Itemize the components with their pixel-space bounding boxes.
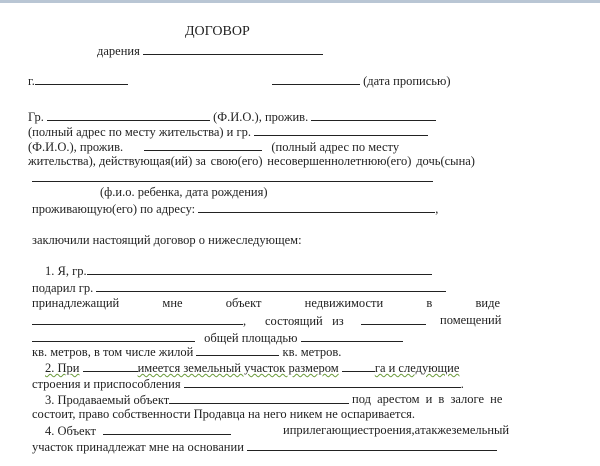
section4-line1 <box>45 423 231 437</box>
text: проживающую(его) по адресу: <box>32 202 196 216</box>
section3-line2: состоит, право собственности Продавца на него никем не оспаривается. <box>32 407 416 421</box>
blank-field[interactable] <box>143 43 323 55</box>
text: га и следующие <box>374 361 460 375</box>
text: (полный адрес по месту <box>271 140 400 154</box>
address-blank[interactable] <box>198 201 435 213</box>
section2-line2 <box>32 376 464 390</box>
text: в <box>426 296 433 310</box>
text: жительства), действующая(ий) за <box>28 154 206 168</box>
section2-line1 <box>45 360 459 374</box>
parties-line-4 <box>28 154 475 168</box>
blank-field[interactable] <box>83 360 138 372</box>
subtitle: дарения <box>97 44 140 58</box>
text: Гр. <box>28 110 44 124</box>
text: кв. метров. <box>282 345 342 359</box>
section1-line4 <box>32 313 246 327</box>
section1-line2 <box>32 280 446 294</box>
section3-line1b: под арестом и в залоге не <box>352 392 503 406</box>
blank-field[interactable] <box>342 360 375 372</box>
text: , <box>435 202 439 216</box>
text: мне <box>162 296 183 310</box>
text: имеется земельный участок размером <box>137 361 339 375</box>
text: 3. Продаваемый объект <box>45 393 170 407</box>
text: , <box>243 314 247 328</box>
blank-field[interactable] <box>144 139 262 151</box>
child-caption: (ф.и.о. ребенка, дата рождения) <box>100 185 268 199</box>
parties-line-3 <box>28 139 399 153</box>
section1-line1 <box>45 263 432 277</box>
section1-line4b <box>265 313 426 327</box>
city-blank[interactable] <box>35 73 128 85</box>
text: недвижимости <box>304 296 384 310</box>
blank-field[interactable] <box>32 330 195 342</box>
text: общей площадью <box>204 331 298 345</box>
text: свою(его) <box>210 154 263 168</box>
text: (Ф.И.О.), прожив. <box>213 110 309 124</box>
text: подарил гр. <box>32 281 94 295</box>
blank-field[interactable] <box>184 376 461 388</box>
text: прилегающие <box>289 423 363 437</box>
rooms-blank[interactable] <box>361 313 426 325</box>
section1-line5 <box>32 330 403 344</box>
text: 1. Я, гр. <box>45 264 87 278</box>
blank-field[interactable] <box>96 280 446 292</box>
text: состоящий из <box>265 314 344 328</box>
subtitle-line <box>97 43 323 57</box>
rooms-label: помещений <box>440 313 502 327</box>
blank-field[interactable] <box>32 313 243 325</box>
text: несовершеннолетнюю(его) <box>267 154 412 168</box>
text: строения и приспособления <box>32 377 181 391</box>
text: а <box>414 423 421 437</box>
child-blank[interactable] <box>32 170 433 182</box>
text: (полный адрес по месту жительства) и гр. <box>28 125 251 139</box>
window-top-border <box>0 0 600 3</box>
area-blank[interactable] <box>301 330 403 342</box>
text: 4. Объект <box>45 424 96 438</box>
section4-line1b <box>283 423 510 437</box>
child-line <box>32 170 433 184</box>
text: кв. метров, в том числе жилой <box>32 345 194 359</box>
text: объект <box>225 296 262 310</box>
text: . <box>460 377 464 391</box>
date-line <box>272 73 450 87</box>
parties-line-1 <box>28 109 436 123</box>
agreed-line: заключили настоящий договор о нижеследующем: <box>32 233 302 247</box>
date-blank[interactable] <box>272 73 360 85</box>
blank-field[interactable] <box>47 109 210 121</box>
text: также <box>420 423 452 437</box>
text: (Ф.И.О.), прожив. <box>28 140 124 154</box>
section3-line1 <box>45 392 349 406</box>
blank-field[interactable] <box>87 263 432 275</box>
blank-field[interactable] <box>254 124 428 136</box>
text: строения, <box>363 423 415 437</box>
section1-line6 <box>32 344 341 358</box>
city-label: г. <box>28 74 35 88</box>
text: виде <box>475 296 500 310</box>
city-line <box>28 73 128 87</box>
blank-field[interactable] <box>311 109 436 121</box>
text: 2. При <box>45 361 80 375</box>
living-area-blank[interactable] <box>196 344 279 356</box>
text: принадлежащий <box>32 296 120 310</box>
parties-line-2 <box>28 124 428 138</box>
blank-field[interactable] <box>169 392 349 404</box>
text: и <box>283 423 290 437</box>
blank-field[interactable] <box>247 439 497 451</box>
text: участок принадлежат мне на основании <box>32 440 244 454</box>
document-title: ДОГОВОР <box>185 24 250 39</box>
section1-line3 <box>32 296 500 310</box>
date-label: (дата прописью) <box>363 74 451 88</box>
section4-line2 <box>32 439 497 453</box>
text: земельный <box>451 423 510 437</box>
address-line <box>32 201 438 215</box>
text: дочь(сына) <box>416 154 475 168</box>
blank-field[interactable] <box>103 423 231 435</box>
